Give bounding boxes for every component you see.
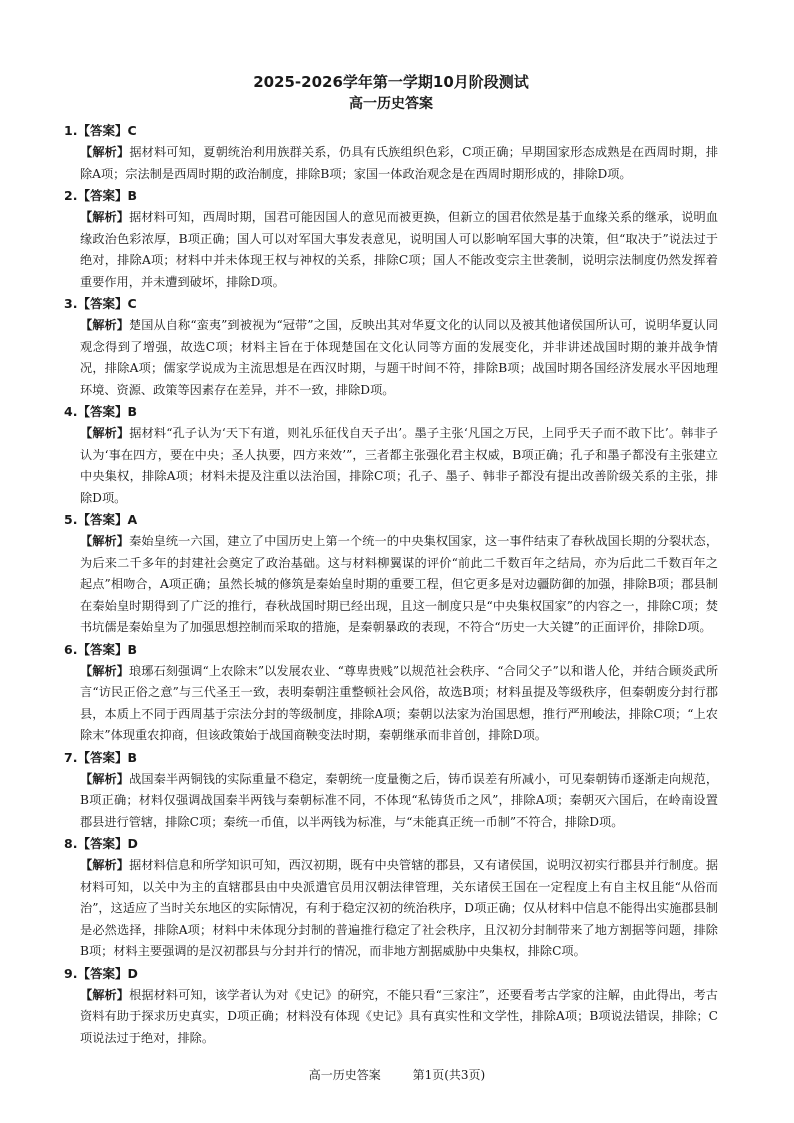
analysis-paragraph (80, 855, 718, 963)
analysis-text: 据材料可知，西周时期，国君可能因国人的意见而被更换，但新立的国君依然是基于血缘关系的继承，说明血缘政治色彩浓厚，B项正确；国人可以对军国大事发表意见，说明国人可以影响军国大事的决策，但“取决于”说法过于绝对，排除A项；材料中并未体现王权与神权的关系，排除C项；国人不能改变宗主世袭制，说明宗法制度仍然发挥着重要作用，并未遭到破坏，排除D项。 (80, 210, 719, 289)
answer-value: C (127, 123, 137, 138)
answer-value: B (127, 404, 137, 419)
analysis-paragraph (80, 531, 718, 639)
footer-course: 高一历史答案 (308, 1068, 381, 1082)
analysis-paragraph (80, 315, 718, 401)
analysis-paragraph (80, 142, 718, 185)
analysis-text: 根据材料可知，该学者认为对《史记》的研究，不能只看“三家注”，还要看考古学家的注解，由此得出，考古资料有助于探求历史真实，D项正确；材料没有体现《史记》具有真实性和文学性，排除A项；B项说法错误，排除；C项说法过于绝对，排除。 (80, 987, 718, 1045)
answer-line (64, 747, 718, 769)
question-number: 1. (64, 123, 78, 138)
answer-value: D (127, 965, 138, 981)
analysis-tag: 【解析】 (80, 426, 130, 440)
answer-tag: 【答案】 (77, 512, 128, 527)
answer-tag: 【答案】 (77, 836, 128, 851)
question-item (64, 963, 718, 1050)
answer-value: B (127, 641, 137, 657)
analysis-text: 秦始皇统一六国，建立了中国历史上第一个统一的中央集权国家，这一事件结束了春秋战国长期的分裂状态，为后来二千多年的封建社会奠定了政治基础。这与材料柳翼谋的评价“前此二千数百年之结局，亦为后此二千数百年之起点”相吻合，A项正确；虽然长城的修筑是秦始皇时期的重要工程，但它更多是对边疆防御的加强，排除B项；郡县制在秦始皇时期得到了广泛的推行，春秋战国时期已经出现，且这一制度只是“中央集权国家”的内容之一，排除C项；焚书坑儒是秦始皇为了加强思想控制而采取的措施，是秦朝暴政的表现，不符合“历史一大关键”的正面评价，排除D项。 (80, 534, 719, 634)
page-footer (0, 1066, 794, 1083)
question-item (64, 293, 718, 401)
question-number: 9. (64, 965, 78, 981)
analysis-text: 琅琊石刻强调“上农除末”以发展农业、“尊卑贵贱”以规范社会秩序、“合同父子”以和谐人伦，并结合顾炎武所言“访民正俗之意”与三代圣王一致，表明秦朝注重整顿社会风俗，故选B项；材料虽提及等级秩序，但秦朝废分封行郡县，本质上不同于西周基于宗法分封的等级制度，排除A项；秦朝以法家为治国思想，推行严刑峻法，排除C项；“上农除末”体现重农抑商，但该政策始于战国商鞅变法时期，秦朝继承而非首创，排除D项。 (80, 663, 719, 742)
analysis-text: 战国秦半两铜钱的实际重量不稳定，秦朝统一度量衡之后，铸币误差有所减小，可见秦朝铸币逐渐走向规范，B项正确；材料仅强调战国秦半两钱与秦朝标准不同，不体现“私铸货币之风”，排除A项；秦朝灭六国后，在岭南设置郡县进行管辖，排除C项；秦统一币值，以半两钱为标准，与“未能真正统一币制”不符合，排除D项。 (80, 771, 719, 829)
answer-tag: 【答案】 (77, 965, 128, 981)
document-title: 2025-2026学年第一学期10月阶段测试 (253, 73, 529, 91)
question-list (64, 120, 718, 1049)
analysis-paragraph (80, 661, 718, 747)
analysis-text: 据材料可知，夏朝统治利用族群关系，仍具有氏族组织色彩，C项正确；早期国家形态成熟是在西周时期，排除A项；宗法制是西周时期的政治制度，排除B项；家国一体政治观念是在西周时期形成的，排除D项。 (80, 145, 719, 181)
question-item (64, 120, 718, 185)
question-number: 2. (64, 188, 78, 203)
analysis-tag: 【解析】 (80, 858, 130, 872)
answer-tag: 【答案】 (77, 123, 128, 138)
analysis-text: 楚国从自称“蛮夷”到被视为“冠带”之国，反映出其对华夏文化的认同以及被其他诸侯国所认可，说明华夏认同观念得到了增强，故选C项；材料主旨在于体现楚国在文化认同等方面的发展变化，并非讲述战国时期的兼并战争情况，排除A项；儒家学说成为主流思想是在西汉时期，与题干时间不符，排除B项；战国时期各国经济发展水平因地理环境、资源、政策等因素存在差异，并不一致，排除D项。 (80, 318, 719, 397)
question-number: 8. (64, 836, 78, 851)
analysis-paragraph (80, 985, 718, 1050)
question-item (64, 401, 718, 509)
question-item (64, 185, 718, 293)
answer-tag: 【答案】 (77, 749, 128, 765)
analysis-tag: 【解析】 (80, 534, 130, 548)
answer-line (64, 833, 718, 855)
question-item (64, 833, 718, 963)
question-item (64, 639, 718, 747)
analysis-text: 据材料“孔子认为‘天下有道，则礼乐征伐自天子出’。墨子主张‘凡国之万民，上同乎天子而不敢下比’。韩非子认为‘事在四方，要在中央；圣人执要，四方来效’”，三者都主张强化君主权威，B项正确；孔子和墨子都没有主张建立中央集权，排除A项；材料未提及注重以法治国，排除C项；孔子、墨子、韩非子都没有提出改善阶级关系的主张，排除D项。 (80, 426, 718, 505)
answer-line (64, 639, 718, 661)
question-number: 7. (64, 749, 78, 765)
analysis-paragraph (80, 423, 718, 509)
answer-value: A (127, 512, 138, 527)
answer-line (64, 185, 718, 207)
question-number: 3. (64, 296, 78, 311)
question-number: 6. (64, 641, 78, 657)
analysis-tag: 【解析】 (80, 318, 130, 332)
answer-tag: 【答案】 (77, 404, 128, 419)
analysis-paragraph (80, 207, 718, 293)
question-item (64, 747, 718, 834)
analysis-text: 据材料信息和所学知识可知，西汉初期，既有中央管辖的郡县，又有诸侯国，说明汉初实行郡县并行制度。据材料可知，以关中为主的直辖郡县由中央派遣官员用汉朝法律管理，关东诸侯王国在一定程度上有自主权且能“从俗而治”，这适应了当时关东地区的实际情况，有利于稳定汉初的统治秩序，D项正确；仅从材料中信息不能得出实施郡县制是必然选择，排除A项；材料中未体现分封制的普遍推行稳定了社会秩序，且汉初分封制带来了地方割据等问题，排除B项；材料主要强调的是汉初郡县与分封并行的情况，而非地方割据威胁中央集权，排除C项。 (80, 858, 719, 958)
question-number: 5. (64, 512, 78, 527)
question-number: 4. (64, 404, 78, 419)
question-item (64, 509, 718, 639)
answer-tag: 【答案】 (77, 188, 128, 203)
answer-line (64, 401, 718, 423)
answer-value: B (127, 188, 137, 203)
analysis-paragraph (80, 769, 718, 834)
footer-page-number: 第1页(共3页) (412, 1068, 486, 1082)
answer-value: C (127, 296, 137, 311)
analysis-tag: 【解析】 (80, 771, 130, 786)
analysis-tag: 【解析】 (80, 663, 130, 678)
answer-line (64, 120, 718, 142)
analysis-tag: 【解析】 (80, 987, 130, 1002)
answer-line (64, 963, 718, 985)
answer-value: B (127, 749, 137, 765)
answer-tag: 【答案】 (77, 296, 128, 311)
answer-value: D (127, 836, 138, 851)
answer-line (64, 293, 718, 315)
analysis-tag: 【解析】 (80, 145, 130, 159)
answer-line (64, 509, 718, 531)
answer-tag: 【答案】 (77, 641, 128, 657)
analysis-tag: 【解析】 (80, 210, 130, 224)
document-subtitle: 高一历史答案 (349, 96, 433, 112)
